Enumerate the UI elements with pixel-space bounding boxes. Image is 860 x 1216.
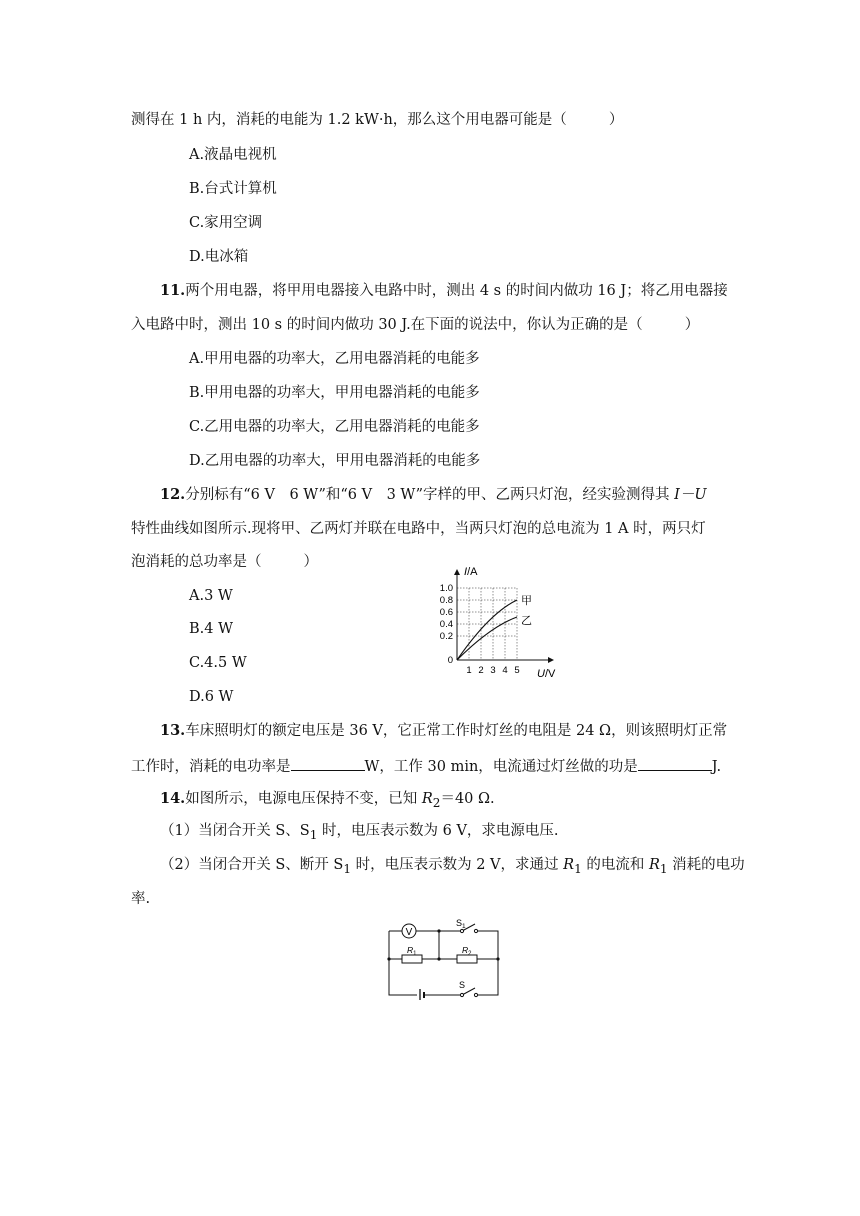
voltmeter-label: V xyxy=(405,927,413,938)
q13-number: 13. xyxy=(160,722,186,739)
curve-label-jia: 甲 xyxy=(521,595,532,607)
answer-blank-work[interactable] xyxy=(638,756,712,771)
q14-stem: 14.如图所示，电源电压保持不变，已知 $R_2=40$ Ω. xyxy=(160,790,495,810)
q10-option-d[interactable]: D.电冰箱 xyxy=(189,249,249,265)
q14-part2-line1: （2）当闭合开关 S、断开 $S_1$ 时，电压表示数为 2 V，求通过 $R_1$ 的电流和 $R_1$ 消耗的电功 xyxy=(160,857,745,876)
switch-s-contact xyxy=(474,993,477,996)
circuit-diagram xyxy=(380,912,510,1000)
y-tick-label: 0 xyxy=(447,655,453,666)
q13-line2: 工作时，消耗的电功率是 W，工作 30 min，电流通过灯丝做的功是 J. xyxy=(131,756,721,776)
junction-dot xyxy=(437,929,440,932)
q14-part2-line2: 率. xyxy=(131,891,151,907)
q12-number: 12. xyxy=(160,486,186,503)
q10-option-b[interactable]: B.台式计算机 xyxy=(189,181,277,197)
y-tick-label: 0.2 xyxy=(439,631,453,642)
x-tick-label: 3 xyxy=(490,665,496,676)
q10-stem: 测得在 1 h 内，消耗的电能为 1.2 kW·h，那么这个用电器可能是（ ） xyxy=(131,112,624,128)
q12-stem-line1: 12.分别标有“6 V 6 W”和“6 V 3 W”字样的甲、乙两只灯泡，经实验测得其 I－U xyxy=(160,486,707,503)
y-tick-label: 0.6 xyxy=(439,607,453,618)
q12-option-c[interactable]: C.4.5 W xyxy=(189,655,247,671)
junction-dot xyxy=(496,957,499,960)
q12-stem-line3: 泡消耗的总功率是（ ） xyxy=(131,554,318,570)
q11-option-c[interactable]: C.乙用电器的功率大，乙用电器消耗的电能多 xyxy=(189,419,480,435)
x-tick-label: 4 xyxy=(502,665,508,676)
resistor-r2 xyxy=(457,955,477,963)
junction-dot xyxy=(387,957,390,960)
q10-option-a[interactable]: A.液晶电视机 xyxy=(189,147,277,163)
q11-option-b[interactable]: B.甲用电器的功率大，甲用电器消耗的电能多 xyxy=(189,385,480,401)
switch-s1-contact xyxy=(474,929,477,932)
junction-dot xyxy=(437,957,440,960)
q12-option-d[interactable]: D.6 W xyxy=(189,689,234,705)
y-tick-label: 0.4 xyxy=(439,619,453,630)
q14-number: 14. xyxy=(160,790,186,807)
x-tick-label: 5 xyxy=(514,665,520,676)
curve-label-yi: 乙 xyxy=(521,615,532,627)
q11-option-a[interactable]: A.甲用电器的功率大，乙用电器消耗的电能多 xyxy=(189,351,480,367)
iu-characteristic-graph xyxy=(420,560,570,685)
r1-label: $R_1$ xyxy=(407,945,417,957)
y-axis-arrow-icon xyxy=(454,569,460,575)
switch-s-label: S xyxy=(459,980,466,990)
x-tick-labels xyxy=(466,665,519,676)
q14-part1: （1）当闭合开关 S、$S_1$ 时，电压表示数为 6 V，求电源电压. xyxy=(160,823,559,842)
wire xyxy=(478,959,498,995)
y-axis-label: I/A xyxy=(464,566,478,578)
q12-option-b[interactable]: B.4 W xyxy=(189,621,234,637)
answer-blank-power[interactable] xyxy=(291,756,365,771)
q11-option-d[interactable]: D.乙用电器的功率大，甲用电器消耗的电能多 xyxy=(189,453,481,469)
wire xyxy=(478,931,498,959)
x-axis-arrow-icon xyxy=(548,657,554,663)
q12-option-a[interactable]: A.3 W xyxy=(189,588,233,604)
q11-stem-line2: 入电路中时，测出 10 s 的时间内做功 30 J.在下面的说法中，你认为正确的是（ ） xyxy=(131,317,700,333)
q11-stem-line1: 11.两个用电器，将甲用电器接入电路中时，测出 4 s 的时间内做功 16 J；将乙用电器接 xyxy=(160,282,728,299)
switch-s1-label: $S_1$ xyxy=(456,918,466,930)
y-tick-labels xyxy=(440,583,453,666)
y-tick-label: 0.8 xyxy=(439,595,453,606)
q13-line1: 13.车床照明灯的额定电压是 36 V，它正常工作时灯丝的电阻是 24 Ω，则该照明灯正常 xyxy=(160,722,728,739)
x-axis-label: U/V xyxy=(537,668,556,680)
x-tick-label: 2 xyxy=(478,665,484,676)
q11-number: 11. xyxy=(160,282,186,299)
q10-option-c[interactable]: C.家用空调 xyxy=(189,215,263,231)
x-tick-label: 1 xyxy=(466,665,472,676)
r2-label: $R_2$ xyxy=(462,945,472,957)
graph-grid xyxy=(457,588,517,660)
resistor-r1 xyxy=(402,955,422,963)
y-tick-label: 1.0 xyxy=(439,583,453,594)
q12-stem-line2: 特性曲线如图所示.现将甲、乙两灯并联在电路中，当两只灯泡的总电流为 1 A 时，两只灯 xyxy=(131,521,706,537)
